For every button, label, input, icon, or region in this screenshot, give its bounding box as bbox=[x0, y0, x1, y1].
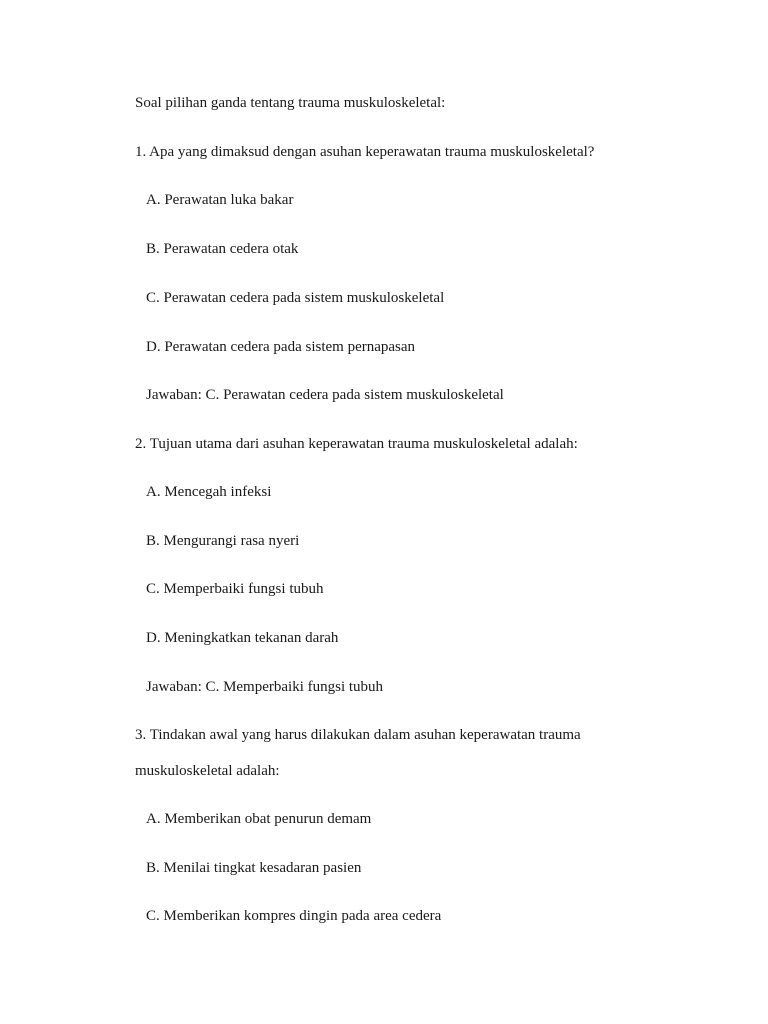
question-3-text-line-1: 3. Tindakan awal yang harus dilakukan dalam asuhan keperawatan trauma bbox=[135, 727, 581, 743]
question-2-option-a: A. Mencegah infeksi bbox=[146, 484, 272, 500]
question-2-option-b: B. Mengurangi rasa nyeri bbox=[146, 533, 300, 549]
question-2-option-d: D. Meningkatkan tekanan darah bbox=[146, 630, 339, 646]
question-1-option-d: D. Perawatan cedera pada sistem pernapasan bbox=[146, 339, 416, 355]
question-2-answer: Jawaban: C. Memperbaiki fungsi tubuh bbox=[146, 679, 384, 695]
question-1-option-a: A. Perawatan luka bakar bbox=[146, 192, 294, 208]
question-3-option-a: A. Memberikan obat penurun demam bbox=[146, 811, 372, 827]
question-1-answer: Jawaban: C. Perawatan cedera pada sistem muskuloskeletal bbox=[146, 387, 504, 403]
question-3-option-c: C. Memberikan kompres dingin pada area cedera bbox=[146, 908, 442, 924]
question-1-text: 1. Apa yang dimaksud dengan asuhan keperawatan trauma muskuloskeletal? bbox=[135, 144, 595, 160]
question-1-option-b: B. Perawatan cedera otak bbox=[146, 241, 299, 257]
question-3-text-line-2: muskuloskeletal adalah: bbox=[135, 763, 280, 779]
document-intro: Soal pilihan ganda tentang trauma muskuloskeletal: bbox=[135, 95, 446, 111]
question-2-option-c: C. Memperbaiki fungsi tubuh bbox=[146, 581, 324, 597]
question-2-text: 2. Tujuan utama dari asuhan keperawatan trauma muskuloskeletal adalah: bbox=[135, 436, 578, 452]
question-1-option-c: C. Perawatan cedera pada sistem muskuloskeletal bbox=[146, 290, 445, 306]
question-3-option-b: B. Menilai tingkat kesadaran pasien bbox=[146, 860, 362, 876]
